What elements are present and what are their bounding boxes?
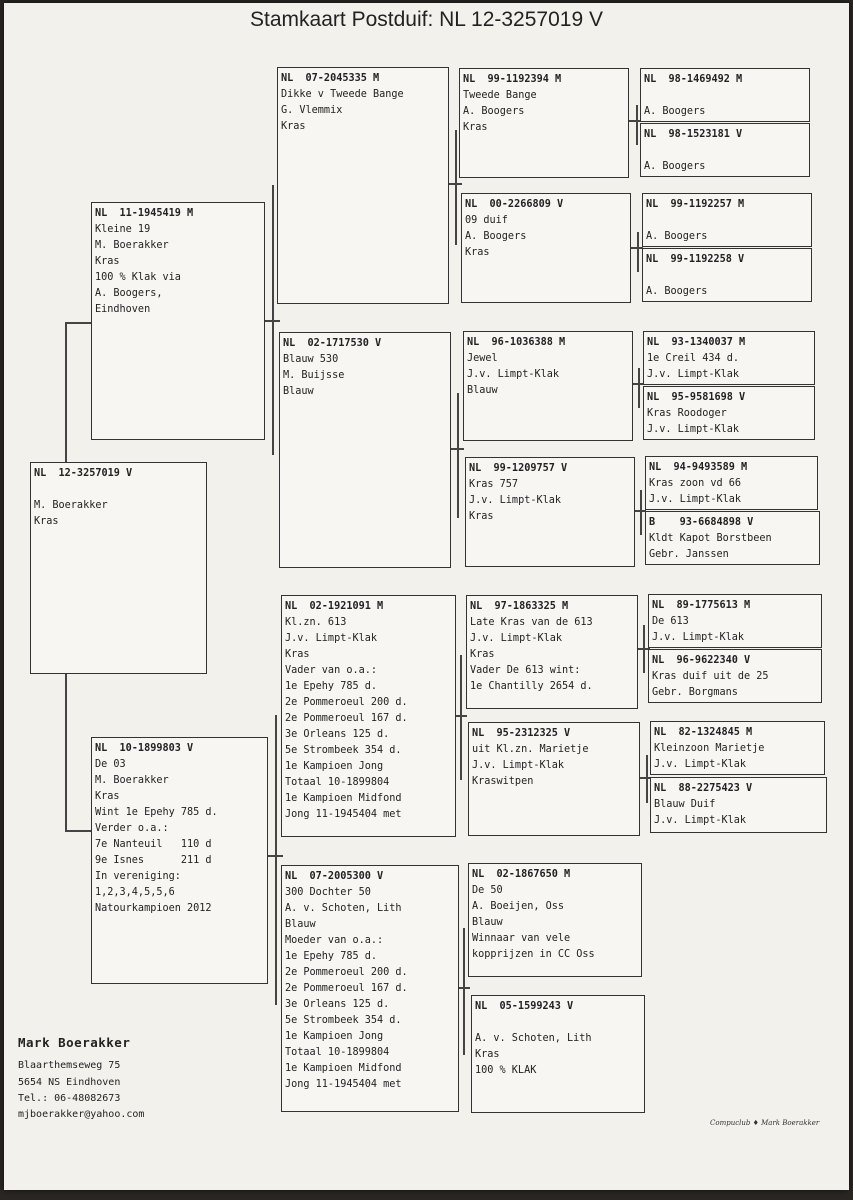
- pedigree-line: J.v. Limpt-Klak: [469, 495, 562, 506]
- pedigree-line: J.v. Limpt-Klak: [647, 369, 740, 380]
- pedigree-line: M. Boerakker: [95, 240, 169, 251]
- pedigree-box-mmm: [471, 995, 645, 1113]
- pedigree-line: 1e Kampioen Midfond: [285, 1063, 402, 1074]
- pedigree-line: Gebr. Borgmans: [652, 687, 738, 698]
- pedigree-line: Kras zoon vd 66: [649, 478, 742, 489]
- owner-phone: Tel.: 06-48082673: [18, 1093, 121, 1104]
- pedigree-box-ffm: [461, 193, 631, 303]
- pedigree-line: J.v. Limpt-Klak: [652, 632, 745, 643]
- pedigree-line: Kras: [475, 1049, 500, 1060]
- pedigree-line: 100 % Klak via: [95, 272, 181, 283]
- pedigree-box-gen4: [643, 331, 815, 385]
- pedigree-line: A. Boogers: [646, 286, 708, 297]
- pedigree-line: Vader De 613 wint:: [470, 665, 581, 676]
- pedigree-line: Moeder van o.a.:: [285, 935, 384, 946]
- ring-number: NL 94-9493589 M: [649, 462, 748, 473]
- ring-number: NL 88-2275423 V: [654, 783, 753, 794]
- connector: [463, 928, 465, 1055]
- pedigree-line: Eindhoven: [95, 304, 151, 315]
- pedigree-line: J.v. Limpt-Klak: [285, 633, 378, 644]
- pedigree-line: Kras: [285, 649, 310, 660]
- pedigree-line: G. Vlemmix: [281, 105, 343, 116]
- pedigree-box-fm: [279, 332, 451, 568]
- pedigree-line: Jong 11-1945404 met: [285, 1079, 402, 1090]
- pedigree-line: Wint 1e Epehy 785 d.: [95, 807, 218, 818]
- owner-email: mjboerakker@yahoo.com: [18, 1109, 145, 1120]
- connector: [636, 105, 638, 145]
- pedigree-box-mm: [281, 865, 459, 1112]
- pedigree-line: A. Boogers: [644, 106, 706, 117]
- pedigree-line: A. Boogers: [465, 231, 527, 242]
- pedigree-line: J.v. Limpt-Klak: [472, 760, 565, 771]
- pedigree-line: Jong 11-1945404 met: [285, 809, 402, 820]
- pedigree-box-fmm: [465, 457, 635, 567]
- pedigree-line: 9e Isnes 211 d: [95, 855, 212, 866]
- pedigree-line: 2e Pommeroeul 200 d.: [285, 967, 408, 978]
- pedigree-line: M. Buijsse: [283, 370, 345, 381]
- pedigree-line: 2e Pommeroeul 167 d.: [285, 983, 408, 994]
- ring-number: NL 05-1599243 V: [475, 1001, 574, 1012]
- ring-number: NL 95-2312325 V: [472, 728, 571, 739]
- pedigree-line: Natourkampioen 2012: [95, 903, 212, 914]
- pedigree-line: Blauw Duif: [654, 799, 716, 810]
- pedigree-line: Vader van o.a.:: [285, 665, 378, 676]
- ring-number: NL 96-1036388 M: [467, 337, 566, 348]
- pedigree-line: Blauw: [283, 386, 314, 397]
- pedigree-line: J.v. Limpt-Klak: [649, 494, 742, 505]
- pedigree-line: 2e Pommeroeul 200 d.: [285, 697, 408, 708]
- pedigree-line: Kras: [469, 511, 494, 522]
- pedigree-line: Kras Roodoger: [647, 408, 727, 419]
- blank-line: [646, 213, 808, 229]
- pedigree-line: J.v. Limpt-Klak: [654, 815, 747, 826]
- ring-number: NL 07-2045335 M: [281, 73, 380, 84]
- pedigree-line: Kras: [34, 516, 59, 527]
- pedigree-line: kopprijzen in CC Oss: [472, 949, 595, 960]
- pedigree-line: De 50: [472, 885, 503, 896]
- pedigree-line: 1e Kampioen Jong: [285, 1031, 384, 1042]
- ring-number: NL 02-1717530 V: [283, 338, 382, 349]
- pedigree-line: A. Boeijen, Oss: [472, 901, 565, 912]
- pedigree-line: J.v. Limpt-Klak: [467, 369, 560, 380]
- ring-number: NL 82-1324845 M: [654, 727, 753, 738]
- pedigree-line: Kras: [465, 247, 490, 258]
- pedigree-box-gen4: [645, 511, 820, 565]
- pedigree-line: Kras: [470, 649, 495, 660]
- pedigree-box-subject: [30, 462, 207, 674]
- pedigree-line: Verder o.a.:: [95, 823, 169, 834]
- pedigree-line: 2e Pommeroeul 167 d.: [285, 713, 408, 724]
- pedigree-line: De 613: [652, 616, 689, 627]
- pedigree-line: Blauw 530: [283, 354, 339, 365]
- connector: [460, 655, 462, 780]
- blank-line: [646, 268, 808, 284]
- connector: [65, 830, 93, 832]
- connector: [65, 672, 67, 830]
- pedigree-line: In vereniging:: [95, 871, 181, 882]
- pedigree-line: 7e Nanteuil 110 d: [95, 839, 212, 850]
- pedigree-box-fff: [459, 68, 629, 178]
- pedigree-line: Dikke v Tweede Bange: [281, 89, 404, 100]
- pedigree-box-gen4: [648, 594, 822, 648]
- pedigree-line: 5e Strombeek 354 d.: [285, 1015, 402, 1026]
- blank-line: [475, 1015, 641, 1031]
- pedigree-line: Kras: [95, 791, 120, 802]
- pedigree-line: Kleine 19: [95, 224, 151, 235]
- pedigree-box-gen4: [645, 456, 818, 510]
- ring-number: NL 99-1192257 M: [646, 199, 745, 210]
- pedigree-line: Gebr. Janssen: [649, 549, 729, 560]
- pedigree-line: 1,2,3,4,5,5,6: [95, 887, 175, 898]
- pedigree-line: Kl.zn. 613: [285, 617, 347, 628]
- pedigree-line: Kras: [281, 121, 306, 132]
- ring-number: NL 97-1863325 M: [470, 601, 569, 612]
- pedigree-line: A. Boogers,: [95, 288, 163, 299]
- pedigree-line: Kras 757: [469, 479, 519, 490]
- pedigree-line: Totaal 10-1899804: [285, 1047, 390, 1058]
- pedigree-line: De 03: [95, 759, 126, 770]
- pedigree-line: Jewel: [467, 353, 498, 364]
- ring-number: NL 12-3257019 V: [34, 468, 133, 479]
- pedigree-line: A. v. Schoten, Lith: [285, 903, 402, 914]
- credit-text: Compuclub ♦ Mark Boerakker: [710, 1119, 820, 1127]
- ring-number: NL 93-1340037 M: [647, 337, 746, 348]
- ring-number: NL 07-2005300 V: [285, 871, 384, 882]
- pedigree-box-gen4: [642, 248, 812, 302]
- connector: [646, 755, 648, 803]
- pedigree-line: Late Kras van de 613: [470, 617, 593, 628]
- pedigree-line: Tweede Bange: [463, 90, 537, 101]
- ring-number: B 93-6684898 V: [649, 517, 754, 528]
- connector: [457, 393, 459, 518]
- owner-name: Mark Boerakker: [18, 1035, 131, 1050]
- pedigree-line: 1e Chantilly 2654 d.: [470, 681, 593, 692]
- connector: [638, 368, 640, 408]
- pedigree-line: A. Boogers: [646, 231, 708, 242]
- connector: [637, 232, 639, 272]
- pedigree-box-ff: [277, 67, 449, 304]
- pedigree-line: 1e Creil 434 d.: [647, 353, 740, 364]
- pedigree-line: M. Boerakker: [95, 775, 169, 786]
- pedigree-box-mother: [91, 737, 268, 984]
- pedigree-box-gen4: [650, 721, 825, 775]
- pedigree-line: Winnaar van vele: [472, 933, 571, 944]
- pedigree-line: Blauw: [467, 385, 498, 396]
- pedigree-line: 1e Epehy 785 d.: [285, 681, 378, 692]
- pedigree-line: Kras: [463, 122, 488, 133]
- pedigree-box-gen4: [650, 777, 827, 833]
- pedigree-line: Blauw: [285, 919, 316, 930]
- pedigree-line: 09 duif: [465, 215, 508, 226]
- blank-line: [644, 88, 806, 104]
- pedigree-line: M. Boerakker: [34, 500, 108, 511]
- ring-number: NL 99-1192394 M: [463, 74, 562, 85]
- pedigree-line: Kleinzoon Marietje: [654, 743, 765, 754]
- pedigree-line: 1e Kampioen Midfond: [285, 793, 402, 804]
- connector: [640, 490, 642, 535]
- pedigree-line: 1e Kampioen Jong: [285, 761, 384, 772]
- pedigree-box-gen4: [640, 68, 810, 122]
- pedigree-box-gen4: [648, 649, 822, 703]
- pedigree-line: Kras duif uit de 25: [652, 671, 769, 682]
- pedigree-box-father: [91, 202, 265, 440]
- pedigree-box-gen4: [643, 386, 815, 440]
- pedigree-box-fmf: [463, 331, 633, 441]
- pedigree-line: 1e Epehy 785 d.: [285, 951, 378, 962]
- pedigree-box-mfm: [468, 722, 640, 836]
- ring-number: NL 99-1192258 V: [646, 254, 745, 265]
- pedigree-line: 3e Orleans 125 d.: [285, 999, 390, 1010]
- pedigree-line: 100 % KLAK: [475, 1065, 537, 1076]
- pedigree-line: A. Boogers: [644, 161, 706, 172]
- ring-number: NL 98-1523181 V: [644, 129, 743, 140]
- ring-number: NL 96-9622340 V: [652, 655, 751, 666]
- pedigree-line: A. v. Schoten, Lith: [475, 1033, 592, 1044]
- ring-number: NL 10-1899803 V: [95, 743, 194, 754]
- connector: [65, 322, 67, 464]
- pedigree-line: Kraswitpen: [472, 776, 534, 787]
- pedigree-box-gen4: [640, 123, 810, 177]
- pedigree-line: Totaal 10-1899804: [285, 777, 390, 788]
- owner-street: Blaarthemseweg 75: [18, 1060, 121, 1071]
- ring-number: NL 89-1775613 M: [652, 600, 751, 611]
- ring-number: NL 02-1867650 M: [472, 869, 571, 880]
- pedigree-box-gen4: [642, 193, 812, 247]
- pedigree-line: Kras: [95, 256, 120, 267]
- connector: [643, 625, 645, 673]
- ring-number: NL 99-1209757 V: [469, 463, 568, 474]
- pedigree-line: J.v. Limpt-Klak: [470, 633, 563, 644]
- page-title: Stamkaart Postduif: NL 12-3257019 V: [250, 8, 603, 31]
- ring-number: NL 02-1921091 M: [285, 601, 384, 612]
- pedigree-line: J.v. Limpt-Klak: [654, 759, 747, 770]
- blank-line: [34, 482, 203, 498]
- pedigree-box-mff: [466, 595, 638, 709]
- connector: [275, 715, 277, 1005]
- blank-line: [644, 143, 806, 159]
- pedigree-box-mmf: [468, 863, 642, 977]
- ring-number: NL 00-2266809 V: [465, 199, 564, 210]
- pedigree-line: Blauw: [472, 917, 503, 928]
- pedigree-box-mf: [281, 595, 456, 837]
- pedigree-line: J.v. Limpt-Klak: [647, 424, 740, 435]
- pedigree-line: 5e Strombeek 354 d.: [285, 745, 402, 756]
- owner-city: 5654 NS Eindhoven: [18, 1077, 121, 1088]
- ring-number: NL 95-9581698 V: [647, 392, 746, 403]
- connector: [65, 322, 93, 324]
- ring-number: NL 11-1945419 M: [95, 208, 194, 219]
- connector: [272, 185, 274, 455]
- pedigree-line: Kldt Kapot Borstbeen: [649, 533, 772, 544]
- pedigree-line: 300 Dochter 50: [285, 887, 371, 898]
- pedigree-line: A. Boogers: [463, 106, 525, 117]
- pedigree-line: uit Kl.zn. Marietje: [472, 744, 589, 755]
- ring-number: NL 98-1469492 M: [644, 74, 743, 85]
- connector: [455, 130, 457, 245]
- pedigree-line: 3e Orleans 125 d.: [285, 729, 390, 740]
